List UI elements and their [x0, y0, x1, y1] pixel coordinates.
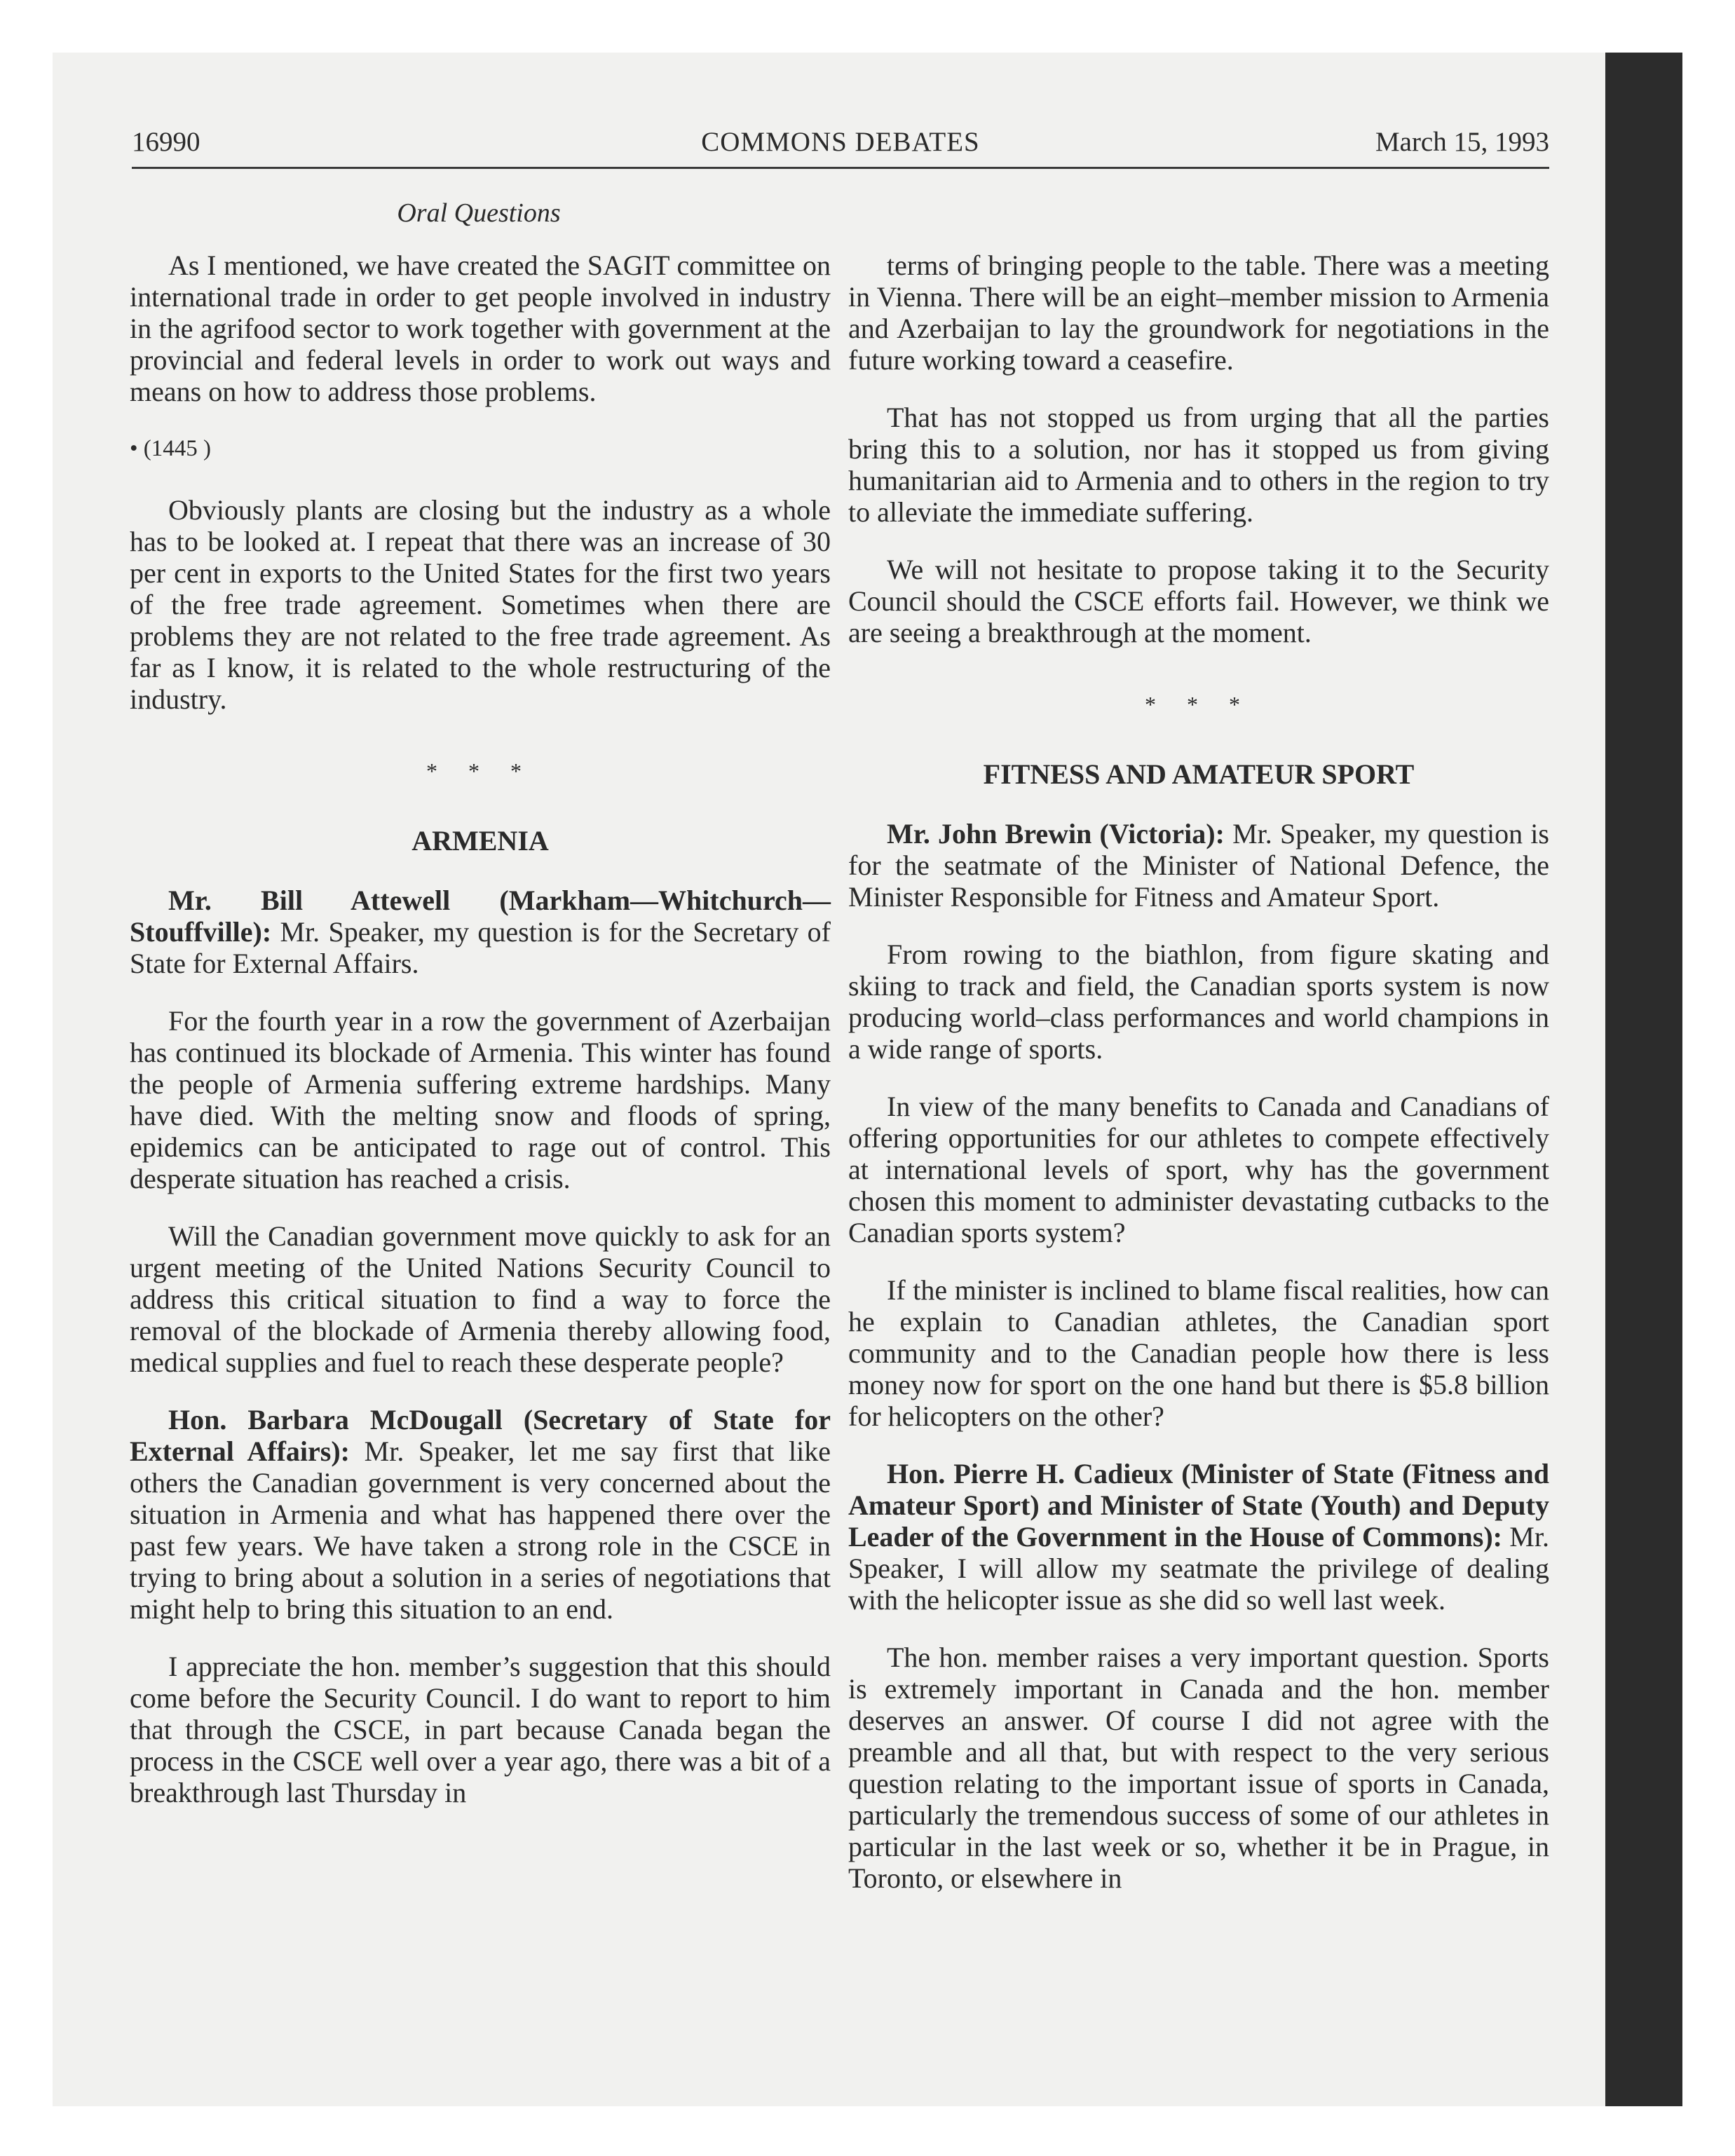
- subheading-armenia: ARMENIA: [411, 825, 549, 857]
- section-heading: Oral Questions: [397, 198, 561, 228]
- question-paragraph: [848, 818, 1549, 913]
- header-rule: [132, 167, 1549, 169]
- paragraph: We will not hesitate to propose taking it to the Security Council should the CSCE efforts fail. However, we think we are seeing a breakthrough at the moment.: [848, 554, 1549, 648]
- speech-text: Mr. Speaker, my question is for the Secretary of State for External Affairs.: [130, 916, 831, 979]
- paragraph: In view of the many benefits to Canada and Canadians of offering opportunities for our athletes to compete effectively at international levels of sport, why has the government chosen this moment to administer devastating cutbacks to the Canadian sports system?: [848, 1091, 1549, 1248]
- speech-text: Mr. Speaker, let me say first that like others the Canadian government is very concerned about the situation in Armenia and what has happened there over the past few years. We have taken a strong role in the CSCE in trying to bring about a solution in a series of negotiations that might help to bring this situation to an end.: [130, 1435, 831, 1625]
- page-header: [132, 126, 1549, 168]
- paragraph: For the fourth year in a row the government of Azerbaijan has continued its blockade of Armenia. This winter has found the people of Armenia suffering extreme hardships. Many have died. With the melting snow and floods of spring, epidemics can be anticipated to rage out of control. This desperate situation has reached a crisis.: [130, 1005, 831, 1194]
- paragraph: I appreciate the hon. member’s suggestion that this should come before the Security Council. I do want to report to him that through the CSCE, in part because Canada began the process in the CSCE well over a year ago, there was a bit of a breakthrough last Thursday in: [130, 1651, 831, 1808]
- subheading-fitness: FITNESS AND AMATEUR SPORT: [983, 758, 1415, 790]
- answer-paragraph: [130, 1404, 831, 1625]
- section-separator: * * *: [426, 758, 534, 784]
- paragraph: As I mentioned, we have created the SAGIT committee on international trade in order to get people involved in industry in the agrifood sector to work together with government at the provincial and federal levels in order to work out ways and means on how to address those problems.: [130, 250, 831, 407]
- right-column: [848, 250, 1549, 1920]
- paragraph: terms of bringing people to the table. There was a meeting in Vienna. There will be an eight–member mission to Armenia and Azerbaijan to lay the groundwork for negotiations in the future working toward a ceasefire.: [848, 250, 1549, 376]
- left-column: [130, 250, 831, 1834]
- speaker-name: Mr. John Brewin (Victoria):: [887, 818, 1225, 850]
- time-marker: • (1445 ): [130, 436, 212, 461]
- speech-text: Mr. Speaker, I will allow my seatmate the privilege of dealing with the helicopter issue as she did so well last week.: [848, 1521, 1549, 1616]
- paragraph: Will the Canadian government move quickly to ask for an urgent meeting of the United Nations Security Council to address this critical situation to find a way to force the removal of the blockade of Armenia thereby allowing food, medical supplies and fuel to reach these desperate people?: [130, 1220, 831, 1378]
- paragraph: The hon. member raises a very important question. Sports is extremely important in Canada and the hon. member deserves an answer. Of course I did not agree with the preamble and all that, but with respect to the very serious question relating to the important issue of sports in Canada, particularly the tremendous success of some of our athletes in particular in the last week or so, whether it be in Prague, in Toronto, or elsewhere in: [848, 1642, 1549, 1894]
- speaker-name: Hon. Pierre H. Cadieux (Minister of State (Fitness and Amateur Sport) and Minister of State (Youth) and Deputy Leader of the Government in the House of Commons):: [848, 1458, 1549, 1553]
- question-paragraph: [130, 885, 831, 979]
- section-separator: * * *: [1145, 692, 1253, 717]
- paragraph: If the minister is inclined to blame fiscal realities, how can he explain to Canadian athletes, the Canadian sport community and to the Canadian people how there is less money now for sport on the one hand but there is $5.8 billion for helicopters on the other?: [848, 1274, 1549, 1432]
- paragraph: From rowing to the biathlon, from figure skating and skiing to track and field, the Canadian sports system is now producing world–class performances and world champions in a wide range of sports.: [848, 939, 1549, 1065]
- speech-text: Mr. Speaker, my question is for the seatmate of the Minister of National Defence, the Minister Responsible for Fitness and Amateur Sport.: [848, 818, 1549, 913]
- speaker-name: Mr. Bill Attewell (Markham—Whitchurch—Stouffville):: [130, 885, 831, 948]
- paragraph: That has not stopped us from urging that all the parties bring this to a solution, nor has it stopped us from giving humanitarian aid to Armenia and to others in the region to try to alleviate the immediate suffering.: [848, 402, 1549, 528]
- issue-date: March 15, 1993: [1375, 127, 1549, 157]
- scan-edge-bar: [1605, 53, 1682, 2106]
- page-number: 16990: [132, 127, 200, 157]
- answer-paragraph: [848, 1458, 1549, 1616]
- publication-title: COMMONS DEBATES: [701, 127, 980, 157]
- paragraph: Obviously plants are closing but the industry as a whole has to be looked at. I repeat that there was an increase of 30 per cent in exports to the United States for the first two years of the free trade agreement. Sometimes when there are problems they are not related to the free trade agreement. As far as I know, it is related to the whole restructuring of the industry.: [130, 494, 831, 715]
- speaker-name: Hon. Barbara McDougall (Secretary of State for External Affairs):: [130, 1404, 831, 1467]
